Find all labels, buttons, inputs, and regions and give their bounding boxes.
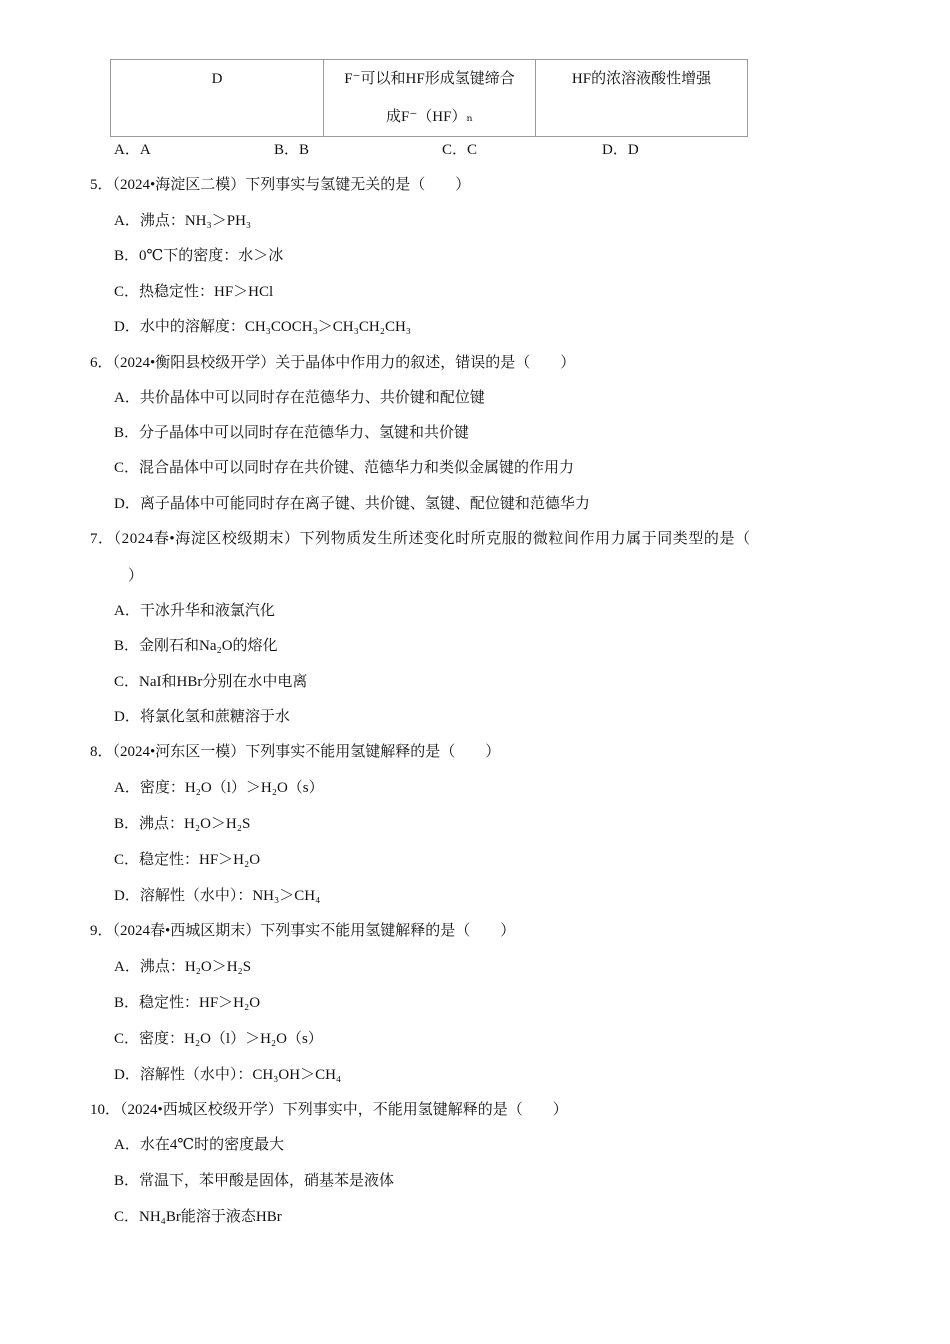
question-6-option-a: A．共价晶体中可以同时存在范德华力、共价键和配位键 xyxy=(114,390,485,406)
question-10-option-c: C．NH₄Br能溶于液态HBr xyxy=(114,1209,282,1225)
question-8-option-a: A．密度：H₂O（l）＞H₂O（s） xyxy=(114,780,324,796)
question-9-option-b: B．稳定性：HF＞H₂O xyxy=(114,995,261,1011)
question-9-stem: 9．（2024春•西城区期末）下列事实不能用氢键解释的是（ ） xyxy=(90,923,516,939)
question-10-stem: 10．（2024•西城区校级开学）下列事实中，不能用氢键解释的是（ ） xyxy=(90,1102,568,1118)
prev-option-c: C．C xyxy=(442,142,478,158)
question-7-option-b: B．金刚石和Na₂O的熔化 xyxy=(114,638,278,654)
prev-option-b: B．B xyxy=(274,142,310,158)
question-5-option-c: C．热稳定性：HF＞HCl xyxy=(114,284,274,300)
cell-text: D xyxy=(211,71,223,87)
table-row xyxy=(111,60,748,137)
question-8-option-d: D．溶解性（水中）：NH₃＞CH₄ xyxy=(114,888,321,904)
question-7-option-d: D．将氯化氢和蔗糖溶于水 xyxy=(114,709,290,725)
question-7-option-a: A．干冰升华和液氯汽化 xyxy=(114,603,275,619)
question-6-option-c: C．混合晶体中可以同时存在共价键、范德华力和类似金属键的作用力 xyxy=(114,460,575,476)
question-9-option-c: C．密度：H₂O（l）＞H₂O（s） xyxy=(114,1031,323,1047)
question-8-stem: 8．（2024•河东区一模）下列事实不能用氢键解释的是（ ） xyxy=(90,744,501,760)
answer-table xyxy=(110,59,748,137)
question-10-option-b: B．常温下，苯甲酸是固体，硝基苯是液体 xyxy=(114,1173,395,1189)
table-cell-explanation xyxy=(536,60,748,137)
prev-option-d: D．D xyxy=(602,142,639,158)
question-5-option-b: B．0℃下的密度：水＞冰 xyxy=(114,248,284,264)
cell-text-line2: 成F⁻（HF）ₙ xyxy=(386,109,473,125)
question-8-option-b: B．沸点：H₂O＞H₂S xyxy=(114,816,251,832)
question-5-stem: 5．（2024•海淀区二模）下列事实与氢键无关的是（ ） xyxy=(90,177,471,193)
question-8-option-c: C．稳定性：HF＞H₂O xyxy=(114,852,261,868)
question-6-option-d: D．离子晶体中可能同时存在离子键、共价键、氢键、配位键和范德华力 xyxy=(114,496,590,512)
prev-option-a: A．A xyxy=(114,142,151,158)
question-7-option-c: C．NaI和HBr分别在水中电离 xyxy=(114,674,308,690)
question-9-option-a: A．沸点：H₂O＞H₂S xyxy=(114,959,252,975)
question-5-option-d: D．水中的溶解度：CH₃COCH₃＞CH₃CH₂CH₃ xyxy=(114,319,412,335)
question-5-option-a: A．沸点：NH₃＞PH₃ xyxy=(114,213,252,229)
question-10-option-a: A．水在4℃时的密度最大 xyxy=(114,1137,285,1153)
question-7-stem: 7．（2024春•海淀区校级期末）下列物质发生所述变化时所克服的微粒间作用力属于同类型的是（ xyxy=(90,531,751,547)
question-6-option-b: B．分子晶体中可以同时存在范德华力、氢键和共价键 xyxy=(114,425,470,441)
cell-text-line1: F⁻可以和HF形成氢键缔合 xyxy=(344,71,515,87)
table-cell-fact xyxy=(324,60,536,137)
table-cell-option xyxy=(111,60,324,137)
question-7-stem-continuation: ） xyxy=(128,568,144,584)
question-9-option-d: D．溶解性（水中）：CH₃OH＞CH₄ xyxy=(114,1067,342,1083)
question-6-stem: 6．（2024•衡阳县校级开学）关于晶体中作用力的叙述，错误的是（ ） xyxy=(90,355,576,371)
cell-text: HF的浓溶液酸性增强 xyxy=(571,71,712,87)
